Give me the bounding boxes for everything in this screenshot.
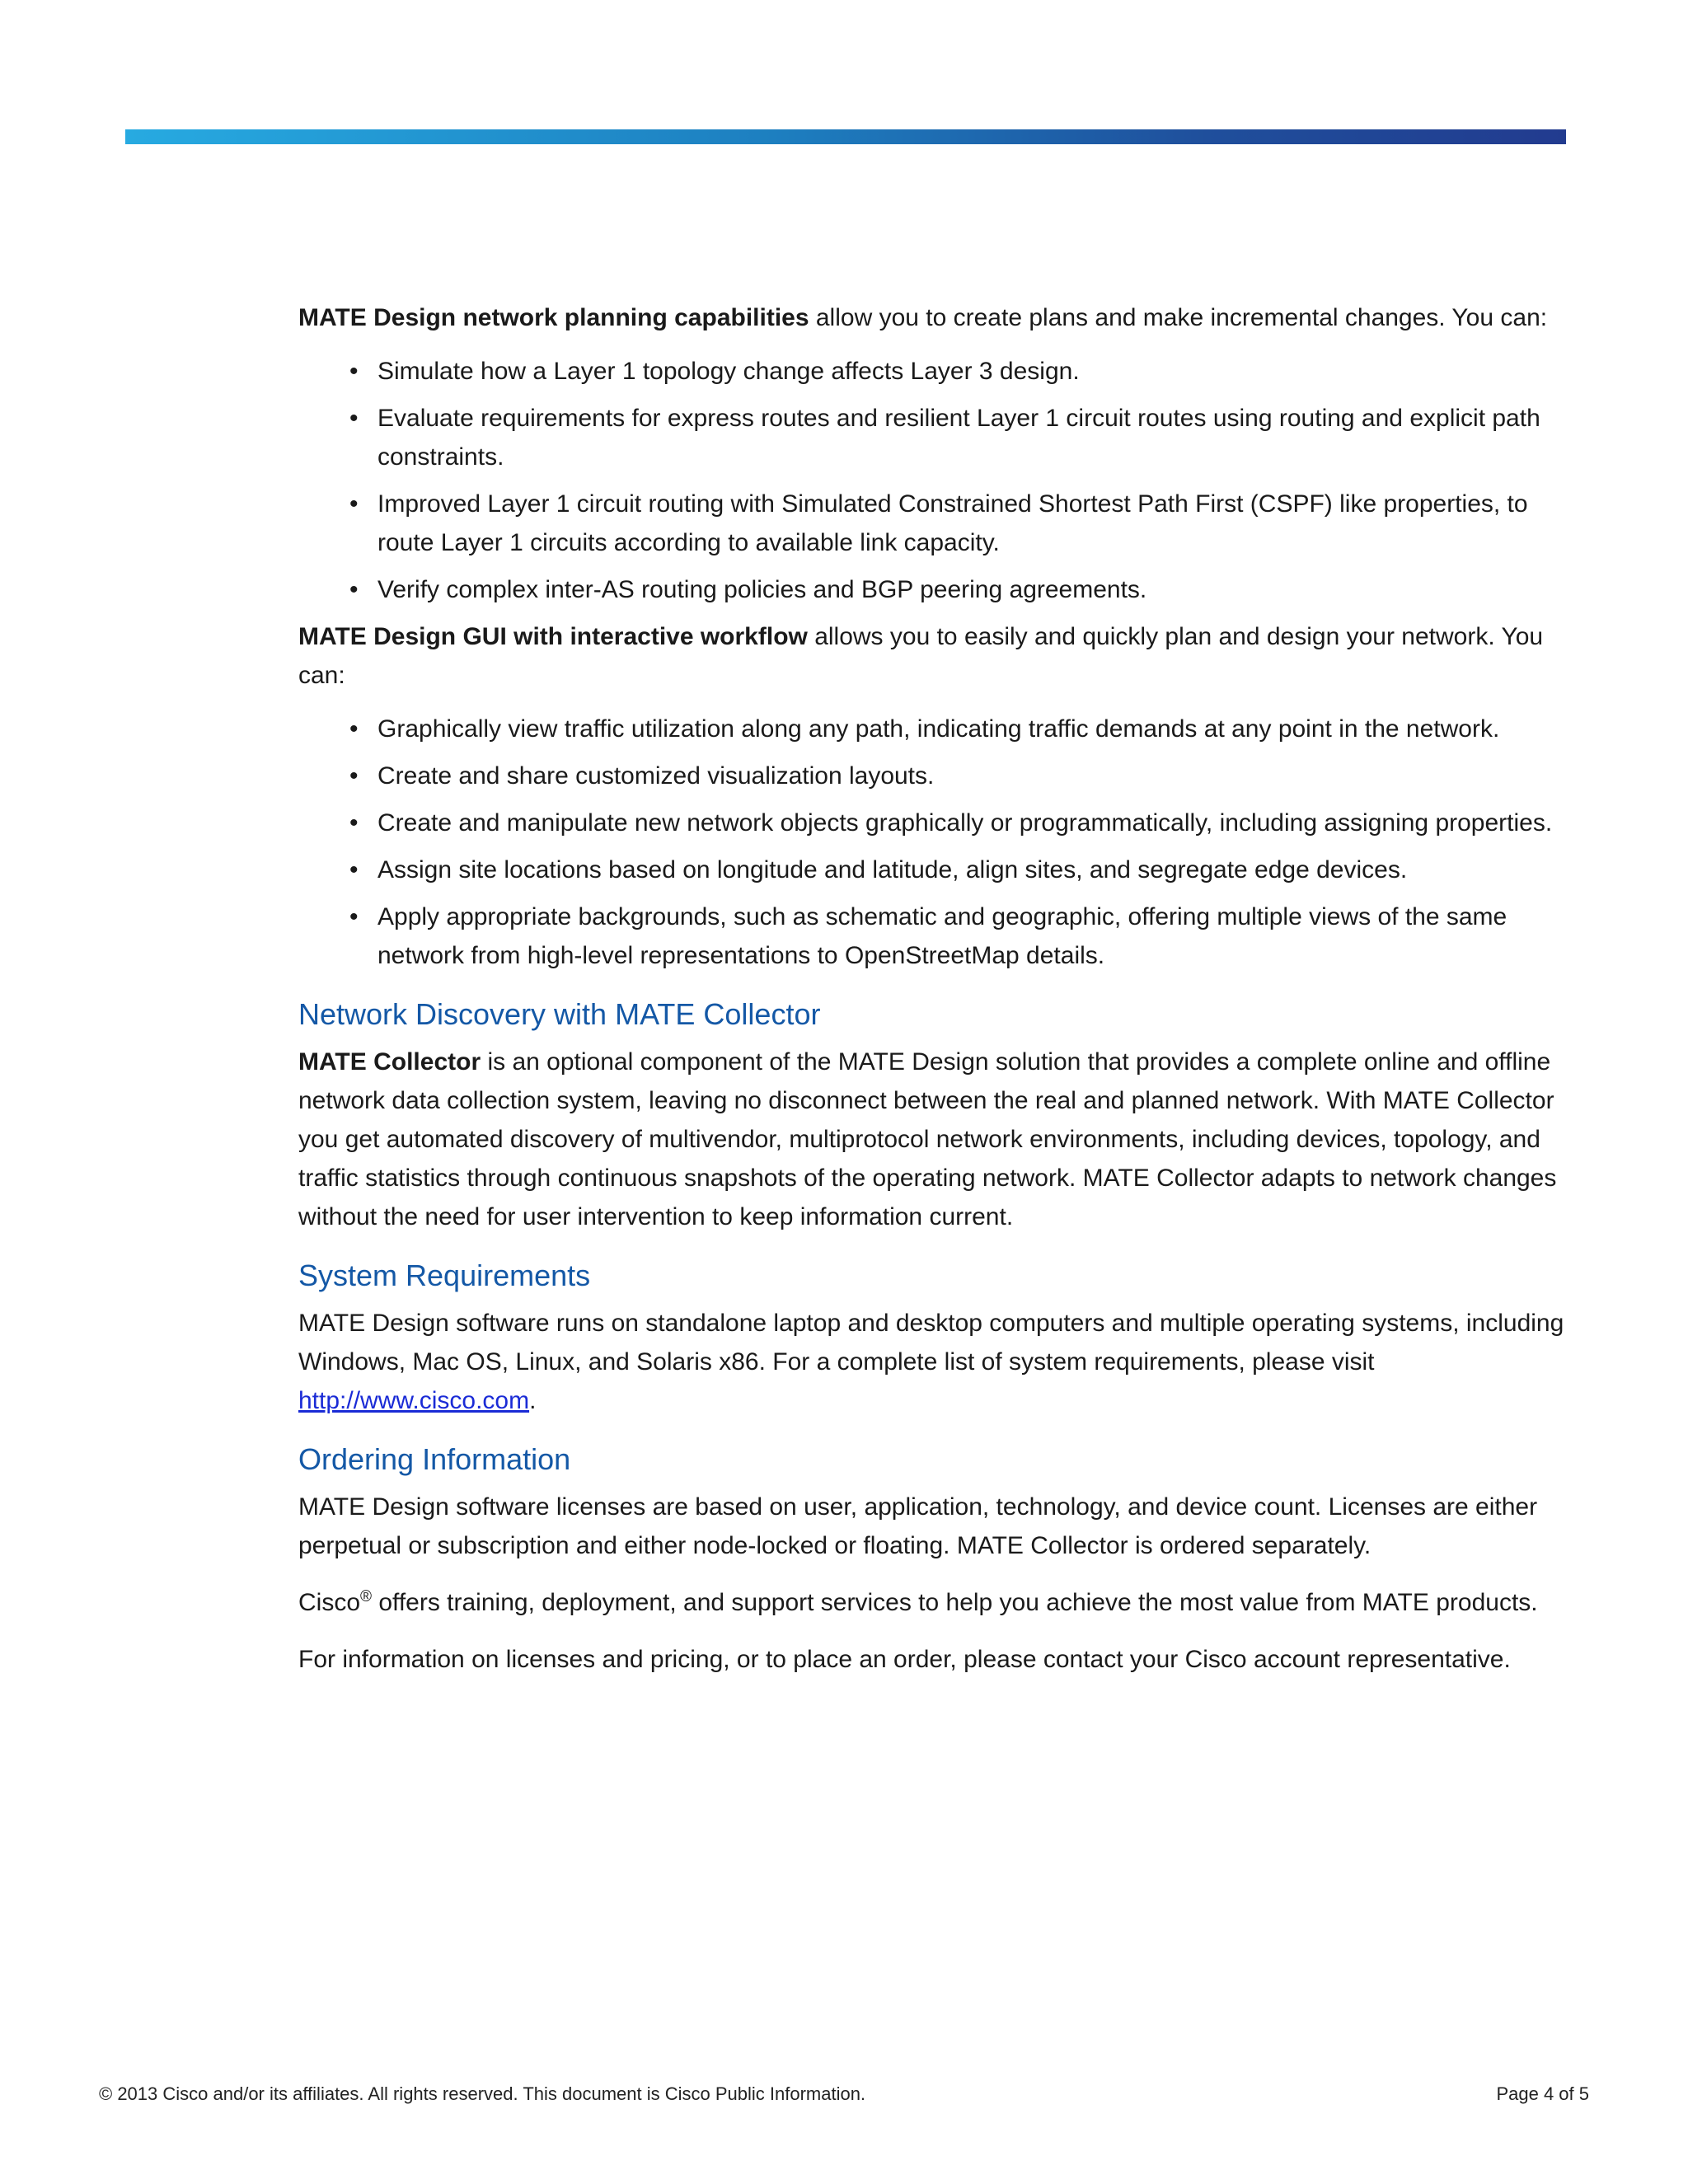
- gui-intro: [298, 617, 1568, 695]
- list-item: • Graphically view traffic utilization along any path, indicating traffic demands at any point in the network.: [298, 710, 1568, 748]
- bullet-icon: •: [349, 903, 359, 930]
- header-gradient-bar: [125, 129, 1566, 144]
- collector-bold: MATE Collector: [298, 1048, 481, 1076]
- ordering-cisco: Cisco: [298, 1589, 361, 1616]
- bullet-icon: •: [349, 405, 359, 432]
- collector-paragraph: [298, 1043, 1568, 1236]
- bullet-icon: •: [349, 762, 359, 790]
- footer-page-number: Page 4 of 5: [1496, 2083, 1589, 2104]
- list-item: • Simulate how a Layer 1 topology change affects Layer 3 design.: [298, 352, 1568, 391]
- footer-copyright: © 2013 Cisco and/or its affiliates. All rights reserved. This document is Cisco Public Information.: [99, 2083, 866, 2104]
- planning-intro-bold: MATE Design network planning capabilities: [298, 304, 809, 331]
- document-body: [298, 298, 1568, 1695]
- gui-intro-rest: allows you to easily and quickly plan and design your network. You can:: [298, 623, 1544, 689]
- list-item: • Create and manipulate new network objects graphically or programmatically, including assigning properties.: [298, 804, 1568, 842]
- bullet-icon: •: [349, 576, 359, 603]
- bullet-icon: •: [349, 715, 359, 743]
- requirements-text: MATE Design software runs on standalone laptop and desktop computers and multiple operating systems, including Windows, Mac OS, Linux, and Solaris x86. For a complete list of system requirements, please visit: [298, 1310, 1564, 1376]
- list-item: • Create and share customized visualization layouts.: [298, 757, 1568, 795]
- bullet-icon: •: [349, 358, 359, 385]
- list-item: • Improved Layer 1 circuit routing with Simulated Constrained Shortest Path First (CSPF) like properties, to route Layer 1 circuits according to available link capacity.: [298, 485, 1568, 562]
- ordering-paragraph-3: For information on licenses and pricing, or to place an order, please contact your Cisco account representative.: [298, 1646, 1511, 1673]
- bullet-icon: •: [349, 856, 359, 883]
- requirements-trailing: .: [529, 1387, 537, 1414]
- requirements-paragraph: [298, 1304, 1568, 1420]
- ordering-paragraph-1: MATE Design software licenses are based on user, application, technology, and device count. Licenses are either perpetual or subscription and either node-locked or floating. MATE Collector is ordered separately.: [298, 1493, 1538, 1559]
- registered-mark: ®: [360, 1588, 373, 1605]
- list-item: • Apply appropriate backgrounds, such as schematic and geographic, offering multiple views of the same network from high-level representations to OpenStreetMap details.: [298, 898, 1568, 975]
- section-heading-collector: Network Discovery with MATE Collector: [298, 997, 821, 1031]
- ordering-paragraph-2: [298, 1583, 1568, 1622]
- planning-intro: [298, 298, 1568, 337]
- bullet-icon: •: [349, 809, 359, 837]
- bullet-icon: •: [349, 490, 359, 518]
- gui-intro-bold: MATE Design GUI with interactive workflow: [298, 623, 808, 650]
- planning-intro-rest: allow you to create plans and make incremental changes. You can:: [809, 304, 1548, 331]
- cisco-link[interactable]: http://www.cisco.com: [298, 1387, 530, 1414]
- section-heading-requirements: System Requirements: [298, 1258, 591, 1292]
- ordering-para2-text: offers training, deployment, and support services to help you achieve the most value from MATE products.: [372, 1589, 1538, 1616]
- list-item: • Assign site locations based on longitude and latitude, align sites, and segregate edge devices.: [298, 851, 1568, 889]
- collector-text: is an optional component of the MATE Design solution that provides a complete online and offline network data collection system, leaving no disconnect between the real and planned network. With MATE Collector you get automated discovery of multivendor, multiprotocol network environments, including devices, topology, and traffic statistics through continuous snapshots of the operating network. MATE Collector adapts to network changes without the need for user intervention to keep information current.: [298, 1048, 1557, 1230]
- list-item: • Verify complex inter-AS routing policies and BGP peering agreements.: [298, 570, 1568, 609]
- list-item: • Evaluate requirements for express routes and resilient Layer 1 circuit routes using routing and explicit path constraints.: [298, 399, 1568, 476]
- section-heading-ordering: Ordering Information: [298, 1442, 571, 1476]
- planning-bullet-list: [298, 352, 1568, 609]
- gui-bullet-list: [298, 710, 1568, 975]
